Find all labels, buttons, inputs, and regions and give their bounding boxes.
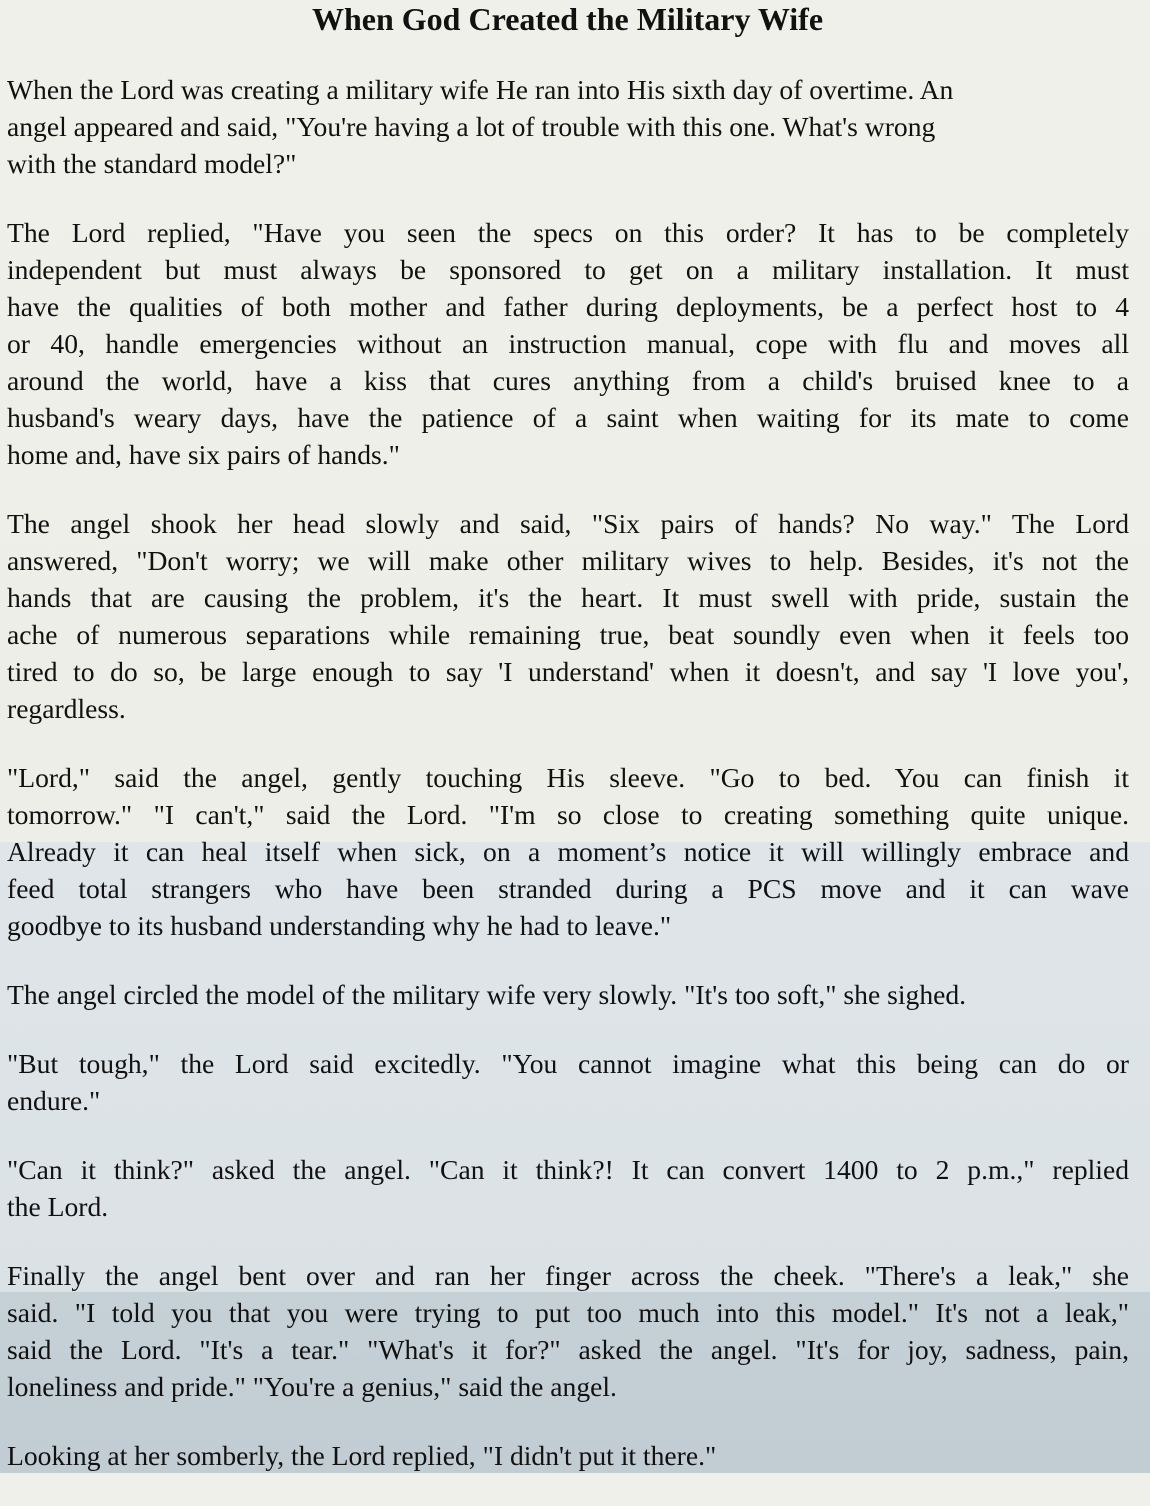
paragraph [7,759,1129,944]
paragraph-line: goodbye to its husband understanding why he had to leave." [7,910,672,941]
paragraph-line: have the qualities of both mother and father during deployments, be a perfect host to 4 [7,291,1129,322]
paragraph-line: or 40, handle emergencies without an instruction manual, cope with flu and moves all [7,328,1129,359]
paragraph [7,1045,1129,1119]
paragraph-line: "Can it think?" asked the angel. "Can it think?! It can convert 1400 to 2 p.m.," replied [7,1154,1129,1185]
paragraph-line: regardless. [7,693,126,724]
paragraph-line: tired to do so, be large enough to say 'I understand' when it doesn't, and say 'I love you', [7,656,1129,687]
paragraph-line: Looking at her somberly, the Lord replied, "I didn't put it there." [7,1440,717,1471]
document-title: When God Created the Military Wife [311,1,824,37]
paragraph-line: independent but must always be sponsored to get on a military installation. It must [7,254,1129,285]
paragraph-line: feed total strangers who have been stranded during a PCS move and it can wave [7,873,1129,904]
paragraph [7,214,1129,473]
paragraph-line: hands that are causing the problem, it's the heart. It must swell with pride, sustain the [7,582,1129,613]
document-body [7,71,1129,1506]
paragraph-line: endure." [7,1085,101,1116]
paragraph-line: home and, have six pairs of hands." [7,439,400,470]
paragraph-line: tomorrow." "I can't," said the Lord. "I'm so close to creating something quite unique. [7,799,1129,830]
paragraph-line: loneliness and pride." "You're a genius," said the angel. [7,1371,617,1402]
paragraph [7,976,1129,1013]
paragraph-line: The Lord replied, "Have you seen the specs on this order? It has to be completely [7,217,1129,248]
paragraph-line: angel appeared and said, "You're having a lot of trouble with this one. What's wrong [7,111,936,142]
paragraph [7,1437,1129,1474]
paragraph-line: said. "I told you that you were trying to put too much into this model." It's not a leak," [7,1297,1129,1328]
paragraph-line: husband's weary days, have the patience of a saint when waiting for its mate to come [7,402,1129,433]
paragraph-line: Already it can heal itself when sick, on a moment’s notice it will willingly embrace and [7,836,1129,867]
paragraph-line: with the standard model?" [7,148,297,179]
paragraph-line: "Lord," said the angel, gently touching His sleeve. "Go to bed. You can finish it [7,762,1129,793]
paragraph-line: said the Lord. "It's a tear." "What's it for?" asked the angel. "It's for joy, sadness, pain, [7,1334,1129,1365]
paragraph-line: the Lord. [7,1191,109,1222]
paragraph [7,71,1129,182]
paragraph-line: Finally the angel bent over and ran her finger across the cheek. "There's a leak," she [7,1260,1129,1291]
paragraph-line: When the Lord was creating a military wife He ran into His sixth day of overtime. An [7,74,954,105]
paragraph-line: The angel shook her head slowly and said, "Six pairs of hands? No way." The Lord [7,508,1129,539]
paragraph-line: The angel circled the model of the military wife very slowly. "It's too soft," she sighed. [7,979,967,1010]
paragraph-line: answered, "Don't worry; we will make other military wives to help. Besides, it's not the [7,545,1129,576]
paragraph-line: "But tough," the Lord said excitedly. "You cannot imagine what this being can do or [7,1048,1129,1079]
paragraph-line: ache of numerous separations while remaining true, beat soundly even when it feels too [7,619,1129,650]
paragraph [7,1257,1129,1405]
paragraph-line: around the world, have a kiss that cures anything from a child's bruised knee to a [7,365,1129,396]
paragraph [7,505,1129,727]
paragraph [7,1151,1129,1225]
